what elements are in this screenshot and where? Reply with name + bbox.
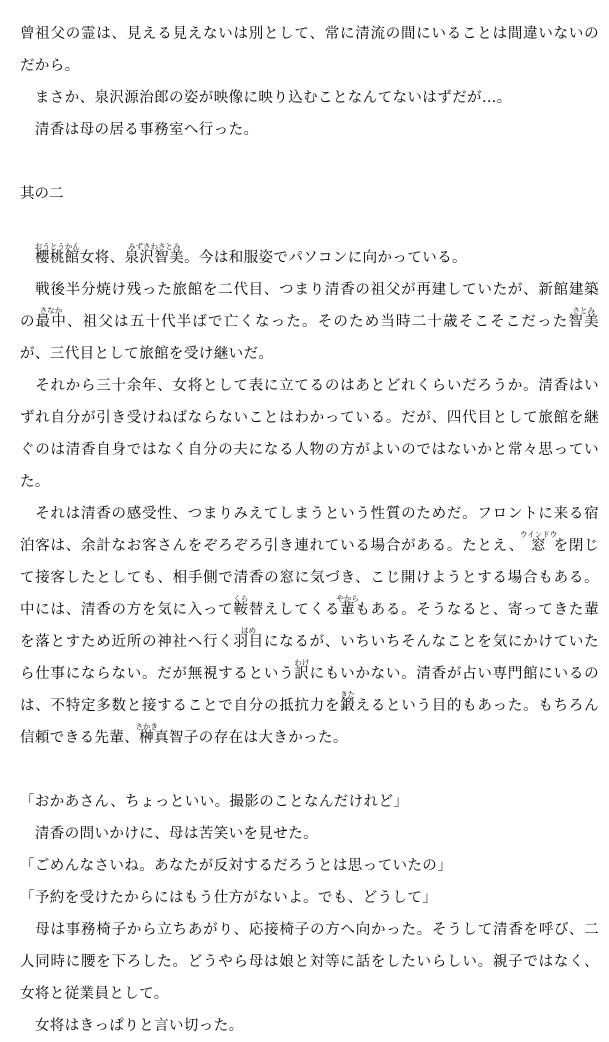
ruby-reading: はめ [233, 626, 264, 635]
paragraph [20, 498, 599, 754]
paragraph: 「おかあさん、ちょっといい。撮影のことなんだけれど」 [20, 794, 409, 810]
paragraph: 女将はきっぱりと言い切った。 [20, 1018, 244, 1034]
ruby-base: 羽目 [233, 634, 264, 650]
text-run: にもいかない。清香が占い専門館にいるのは、不特定多数と接することで自分の抵抗力を [20, 666, 599, 714]
ruby-annotation [233, 626, 264, 650]
ruby-base: 櫻桃館 [34, 250, 80, 266]
ruby-base: 榊 [135, 730, 158, 746]
blank-line [20, 146, 599, 178]
ruby-annotation [34, 242, 80, 266]
ruby-reading: みずさわさとみ [124, 242, 185, 251]
text-run: が、三代目として旅館を受け継いだ。 [20, 346, 274, 362]
ruby-annotation [568, 306, 599, 330]
ruby-reading: くら [233, 594, 249, 603]
ruby-reading: おうとうかん [34, 242, 80, 251]
blank-line [20, 754, 599, 786]
paragraph: 曾祖父の霊は、見える見えないは別として、常に清流の間にいることは間違いないのだから。 [20, 26, 599, 74]
ruby-reading: きた [340, 690, 356, 699]
ruby-reading: ウインドウ [519, 530, 558, 539]
ruby-reading: さかき [135, 722, 158, 731]
text-run: 女将、 [79, 250, 125, 266]
paragraph: それから三十余年、女将として表に立てるのはあとどれくらいだろうか。清香はいずれ自分が引き受けねばならないことはわかっている。だが、四代目として旅館を継ぐのは清香自身ではなく自分の夫になる人物の方がよいのではないかと常々思っていた。 [20, 378, 599, 490]
ruby-base: 鞍 [233, 602, 249, 618]
ruby-annotation [340, 690, 356, 714]
text-run: 替えしてくる [248, 602, 341, 618]
text-run [20, 250, 35, 266]
blank-line [20, 210, 599, 242]
ruby-base: 輩 [336, 602, 359, 618]
text-run: 、祖父は五十代半ばで亡くなった。そのため当時二十歳そこそこだった [67, 314, 569, 330]
ruby-base: 訳 [294, 666, 310, 682]
ruby-base: 智美 [568, 314, 599, 330]
paragraph: 清香の問いかけに、母は苦笑いを見せた。 [20, 826, 318, 842]
ruby-annotation [294, 658, 310, 682]
ruby-annotation [124, 242, 185, 266]
text-run: 戦後半分焼け残った旅館を二代目、つまり清香の祖父が再建していたが、新館建築の [20, 282, 599, 330]
text-run: になるが、いちいちそんなことを気にかけていたら仕事にならない。だが無視するという [20, 634, 599, 682]
text-run: それは清香の感受性、つまりみえてしまうという性質のためだ。フロントに来る宿泊客は、余計なお客さんをぞろぞろ引き連れている場合がある。たとえ、 [20, 506, 599, 554]
ruby-annotation [336, 594, 359, 618]
ruby-annotation [233, 594, 249, 618]
ruby-reading: やから [336, 594, 359, 603]
paragraph: 「予約を受けたからにはもう仕方がないよ。でも、どうして」 [20, 890, 438, 906]
text-run: えるという目的もあった。もちろん信頼できる先輩、 [20, 698, 599, 746]
text-run: もある。そうなると、寄ってきた輩を落とすため近所の神社へ行く [20, 602, 599, 650]
ruby-reading: わけ [294, 658, 310, 667]
paragraph: 「ごめんなさいね。あなたが反対するだろうとは思っていたの」 [20, 858, 453, 874]
ruby-base: 窓 [519, 538, 558, 554]
paragraph [20, 242, 599, 274]
ruby-base: 最中 [35, 314, 68, 330]
ruby-base: 泉沢智美 [124, 250, 185, 266]
section-heading: 其の二 [20, 186, 64, 202]
paragraph: まさか、泉沢源治郎の姿が映像に映り込むことなんてないはずだが…。 [20, 90, 512, 106]
ruby-reading: さなか [35, 306, 67, 315]
ruby-reading: さとみ [568, 306, 599, 315]
ruby-annotation [135, 722, 158, 746]
paragraph: 清香は母の居る事務室へ行った。 [20, 122, 259, 138]
ruby-annotation [519, 530, 558, 554]
paragraph [20, 274, 599, 370]
paragraph: 母は事務椅子から立ちあがり、応接椅子の方へ向かった。そうして清香を呼び、二人同時に腰を下ろした。どうやら母は娘と対等に話をしたいらしい。親子ではなく、女将と従業員として。 [20, 922, 599, 1002]
ruby-base: 鍛 [340, 698, 356, 714]
text-run: 真智子の存在は大きかった。 [154, 730, 348, 746]
ruby-annotation [35, 306, 68, 330]
text-run: を閉じて接客したとしても、相手側で清香の窓に気づき、こじ開けようとする場合もある。中には、清香の方を気に入って [20, 538, 599, 618]
text-run: 。今は和服姿でパソコンに向かっている。 [184, 250, 467, 266]
